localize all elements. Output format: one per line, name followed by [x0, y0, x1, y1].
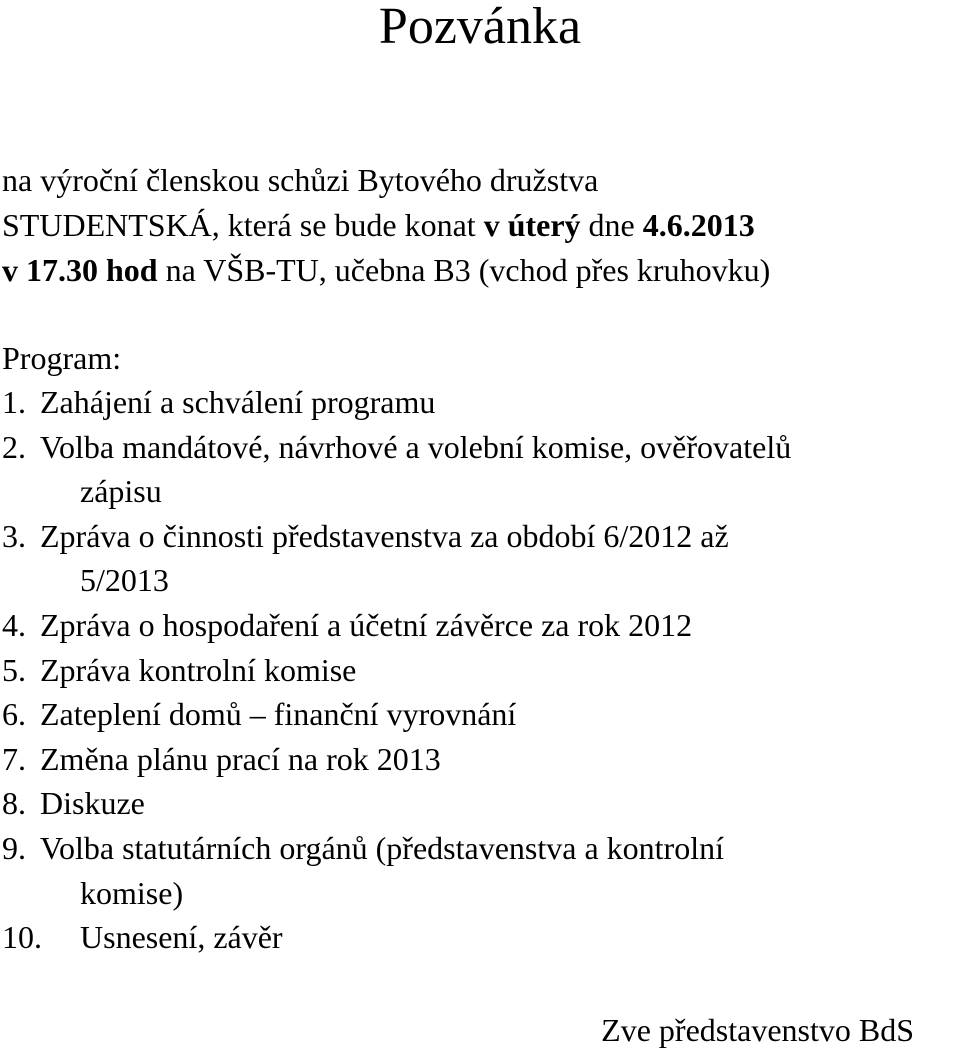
program-item: [2, 692, 960, 737]
program-item: [2, 737, 960, 782]
page-title: Pozvánka: [378, 0, 582, 55]
signature: Zve představenstvo BdS: [601, 1012, 914, 1048]
program-list: [2, 380, 960, 960]
program-item-number: 4.: [2, 606, 26, 643]
intro-line-2-mid: dne: [580, 207, 643, 243]
program-item-text: Zpráva kontrolní komise: [40, 651, 357, 688]
program-item-number: 7.: [2, 740, 26, 777]
program-item-number: 3.: [2, 517, 26, 554]
program-item-number: 5.: [2, 651, 26, 688]
program-item-text: Změna plánu prací na rok 2013: [40, 740, 441, 777]
program-item: [2, 648, 960, 693]
intro-line-2-text: STUDENTSKÁ, která se bude konat: [2, 207, 484, 243]
program-heading: Program:: [2, 340, 122, 376]
program-item-text: Volba statutárních orgánů (představenstva a kontrolní: [40, 829, 724, 866]
program-item: [2, 826, 960, 915]
program-item-number: 9.: [2, 829, 26, 866]
program-item-text: Diskuze: [40, 785, 145, 822]
program-item: [2, 380, 960, 425]
program-item: [2, 915, 960, 960]
program-item-number: 10.: [2, 919, 42, 956]
program-item: [2, 603, 960, 648]
meeting-date: 4.6.2013: [642, 207, 755, 243]
program-item-number: 2.: [2, 428, 26, 465]
meeting-time: v 17.30 hod: [2, 252, 158, 288]
program-item-continuation: komise): [80, 874, 184, 911]
program-item: [2, 425, 960, 514]
intro-line-1: na výroční členskou schůzi Bytového družstva: [2, 162, 599, 198]
program-item-text: Usnesení, závěr: [80, 919, 283, 956]
program-item-text: Zateplení domů – finanční vyrovnání: [40, 696, 517, 733]
program-item-number: 8.: [2, 785, 26, 822]
program-item: [2, 514, 960, 603]
program-item-number: 1.: [2, 384, 26, 420]
program-item-continuation: 5/2013: [80, 562, 169, 599]
intro-paragraph: [2, 158, 770, 293]
program-item-text: Zpráva o činnosti představenstva za období 6/2012 až: [40, 517, 729, 554]
program-item: [2, 781, 960, 826]
program-item-text: Zahájení a schválení programu: [40, 384, 436, 420]
program-item-text: Zpráva o hospodaření a účetní závěrce za rok 2012: [40, 606, 693, 643]
meeting-day: v úterý: [483, 207, 581, 243]
program-item-number: 6.: [2, 696, 26, 733]
program-item-text: Volba mandátové, návrhové a volební komise, ověřovatelů: [40, 428, 792, 465]
meeting-location: na VŠB-TU, učebna B3 (vchod přes kruhovku): [157, 252, 771, 288]
program-item-continuation: zápisu: [80, 473, 162, 510]
